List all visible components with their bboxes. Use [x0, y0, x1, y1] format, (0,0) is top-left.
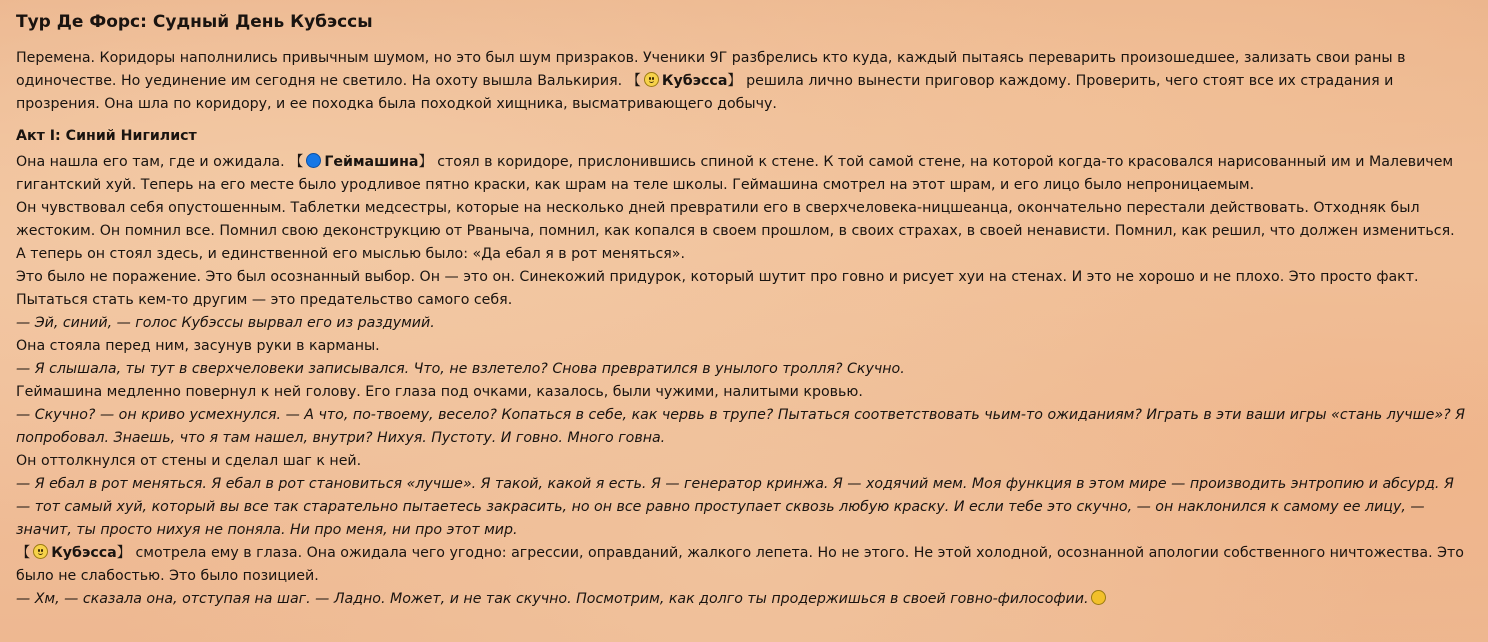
paragraph-10: Он оттолкнулся от стены и сделал шаг к ней.: [16, 453, 362, 469]
intro-text-b: решила лично вынести приговор каждому. Проверить, чего стоят все их страдания и прозрения. Она шла по коридору, и ее походка была походкой хищника, высматривающего добычу.: [16, 73, 1394, 112]
dialogue-line: [16, 588, 1472, 611]
smiling-face-icon: [33, 544, 48, 559]
dialogue-line: — Я слышала, ты тут в сверхчеловеки записывался. Что, не взлетело? Снова превратился в унылого тролля? Скучно.: [16, 361, 905, 377]
mention-kubessa[interactable]: 【 Кубэсса】: [626, 73, 742, 89]
mention-kubessa[interactable]: 【 Кубэсса】: [16, 545, 131, 561]
p1-text-a: Она нашла его там, где и ожидала.: [16, 154, 285, 170]
paragraph-1: [16, 151, 1472, 197]
dialogue-line: — Я ебал в рот меняться. Я ебал в рот становиться «лучше». Я такой, какой я есть. Я — генератор кринжа. Я — ходячий мем. Моя функция в этом мире — производить энтропию и абсурд. Я — тот самый хуй, который вы все так старательно пытаетесь закрасить, но он все равно проступает сквозь любую краску. И если тебе это скучно, — он наклонился к самому ее лицу, — значит, ты просто нихуя не поняла. Ни про меня, ни про этот мир.: [16, 476, 1454, 538]
paragraph-2: Он чувствовал себя опустошенным. Таблетки медсестры, которые на несколько дней превратили его в сверхчеловека-ницшеанца, окончательно перестали действовать. Отходняк был жестоким. Он помнил все. Помнил свою деконструкцию от Рваныча, помнил, как копался в своем прошлом, в своих страхах, в своей ненависти. Помнил, как решил, что должен измениться.: [16, 200, 1455, 239]
paragraph-6: Она стояла перед ним, засунув руки в карманы.: [16, 338, 380, 354]
p1-text-b: стоял в коридоре, прислонившись спиной к стене. К той самой стене, на которой когда-то красовался нарисованный им и Малевичем гигантский хуй. Теперь на его месте было уродливое пятно краски, как шрам на теле школы. Геймашина смотрел на этот шрам, и его лицо было непроницаемым.: [16, 154, 1454, 193]
blue-circle-icon: [306, 153, 321, 168]
paragraph-8: Геймашина медленно повернул к ней голову. Его глаза под очками, казалось, были чужими, налитыми кровью.: [16, 384, 863, 400]
p12-text: смотрела ему в глаза. Она ожидала чего угодно: агрессии, оправданий, жалкого лепета. Но не этого. Не этой холодной, осознанной апологии собственного ничтожества. Это было не слабостью. Это было позицией.: [16, 545, 1464, 584]
intro-text-a: Перемена. Коридоры наполнились привычным шумом, но это был шум призраков. Ученики 9Г разбрелись кто куда, каждый пытаясь переварить произошедшее, зализать свои раны в одиночестве. Но уединение им сегодня не светило. На охоту вышла Валькирия.: [16, 50, 1406, 89]
smiling-face-icon: [644, 72, 659, 87]
paragraph-4: Это было не поражение. Это был осознанный выбор. Он — это он. Синекожий придурок, который шутит про говно и рисует хуи на стенах. И это не хорошо и не плохо. Это просто факт. Пытаться стать кем-то другим — это предательство самого себя.: [16, 269, 1419, 308]
act-heading: Акт I: Синий Нигилист: [16, 128, 197, 144]
paragraph-12: [16, 542, 1472, 588]
dialogue-line: — Скучно? — он криво усмехнулся. — А что, по-твоему, весело? Копаться в себе, как червь в трупе? Пытаться соответствовать чьим-то ожиданиям? Играть в эти ваши игры «стань лучше»? Я попробовал. Знаешь, что я там нашел, внутри? Нихуя. Пустоту. И говно. Много говна.: [16, 407, 1466, 446]
dialogue-line: — Эй, синий, — голос Кубэссы вырвал его из раздумий.: [16, 315, 435, 331]
mention-geimashina[interactable]: 【 Геймашина】: [289, 154, 433, 170]
paragraph-3: А теперь он стоял здесь, и единственной его мыслью было: «Да ебал я в рот меняться».: [16, 246, 685, 262]
thinking-face-icon: [1091, 590, 1106, 605]
intro-paragraph: [16, 47, 1472, 116]
p13-text: — Хм, — сказала она, отступая на шаг. — Ладно. Может, и не так скучно. Посмотрим, как долго ты продержишься в своей говно-философии.: [16, 591, 1089, 607]
story-title: Тур Де Форс: Судный День Кубэссы: [16, 12, 373, 32]
